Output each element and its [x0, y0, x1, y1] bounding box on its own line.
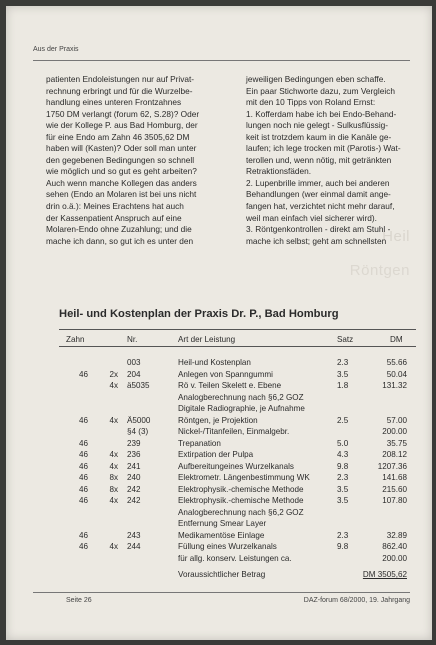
cell-art: Aufbereitungeines Wurzelkanals: [178, 461, 294, 471]
cell-dm: 35.75: [386, 438, 407, 448]
background-text-fragment: Heil: [382, 228, 410, 245]
total-label: Voraussichtlicher Betrag: [178, 570, 266, 579]
cell-count: 4x: [109, 461, 118, 471]
background-text-fragment: Röntgen: [349, 262, 410, 279]
cell-art: Medikamentöse Einlage: [178, 530, 265, 540]
cell-art: Analogberechnung nach §6,2 GOZ: [178, 392, 304, 402]
text-line: der Kassenpatient Anspruch auf eine: [46, 212, 182, 223]
cell-nr: 244: [127, 542, 141, 551]
cell-nr: 204: [127, 369, 141, 379]
cell-dm: 131.32: [382, 381, 407, 390]
cell-art: Heil-und Kostenplan: [178, 358, 251, 367]
text-line: fangen hat, verzichtet nicht mehr darauf,: [246, 201, 395, 212]
text-line: jeweiligen Bedingungen eben schaffe.: [246, 74, 386, 84]
header-nr: Nr.: [127, 335, 138, 344]
text-line: den gegebenen Bedingungen so schnell: [46, 154, 195, 165]
text-line: keit ist trotzdem kaum in die Kanäle ge-: [246, 131, 392, 142]
cell-dm: 141.68: [382, 473, 407, 482]
cell-count: 2x: [109, 369, 118, 379]
cell-satz: 4.3: [337, 450, 349, 459]
cell-satz: 9.8: [337, 542, 349, 551]
text-line: 1. Kofferdam habe ich bei Endo-Behand-: [246, 108, 397, 119]
text-line: mache ich dann, so gut ich es unter den: [46, 235, 194, 246]
cell-art: Nickel-/Titanfeilen, Einmalgebr.: [178, 427, 290, 436]
cell-zahn: 46: [78, 530, 88, 540]
page-number: Seite 26: [66, 597, 92, 604]
cell-zahn: 46: [78, 496, 88, 505]
magazine-page: [6, 6, 432, 640]
journal-citation: DAZ-forum 68/2000, 19. Jahrgang: [303, 597, 410, 604]
cell-art: Elektrophysik.-chemische Methode: [178, 496, 304, 505]
cell-art: Füllung eines Wurzelkanals: [178, 542, 277, 551]
cell-satz: 5.0: [337, 438, 349, 448]
cell-nr: §4 (3): [127, 427, 149, 436]
cell-nr: 239: [127, 438, 141, 448]
header-art: Art der Leistung: [178, 335, 236, 344]
text-line: für eine Endo am Zahn 46 3505,62 DM: [46, 131, 190, 142]
text-line: mit den 10 Tipps von Roland Ernst:: [246, 97, 376, 108]
text-line: handlung eines unteren Frontzahnes: [46, 97, 182, 108]
cell-dm: 107.80: [382, 496, 407, 505]
cell-satz: 2.3: [337, 358, 349, 367]
cell-nr: 003: [127, 358, 141, 367]
cell-zahn: 46: [78, 542, 88, 551]
cell-art: Trepanation: [178, 438, 221, 448]
cell-count: 8x: [109, 484, 118, 494]
text-line: Molaren-Endo ohne Zuzahlung; und die: [46, 224, 192, 235]
cell-art: Röntgen, je Projektion: [178, 415, 258, 425]
text-line: Ein paar Stichworte dazu, zum Vergleich: [246, 85, 395, 96]
text-line: wie möglich und so gut es geht arbeiten?: [46, 166, 197, 177]
header-satz: Satz: [337, 335, 354, 344]
text-line: mache ich selbst; geht am schnellsten: [246, 235, 387, 246]
cell-satz: 3.5: [337, 496, 349, 505]
cell-nr: 241: [127, 461, 141, 471]
cell-nr: 236: [127, 450, 141, 459]
cell-art: Elektrometr. Längenbestimmung WK: [178, 473, 310, 482]
cell-count: 4x: [109, 450, 118, 459]
cell-satz: 3.5: [337, 369, 349, 379]
text-line: 1750 DM verlangt (forum 62, S.28)? Oder: [46, 108, 200, 119]
text-line: haben will (Kasten)? Oder soll man unter: [46, 143, 197, 154]
header-dm: DM: [390, 335, 403, 344]
text-line: rechnung erbringt und für die Wurzelbe-: [46, 85, 193, 96]
cell-art: für allg. konserv. Leistungen ca.: [178, 553, 292, 563]
text-line: Auch wenn manche Kollegen das anders: [46, 177, 197, 188]
text-line: drin o.ä.): Meines Erachtens hat auch: [46, 201, 184, 212]
text-line: laufen; ich lege trocken mit (Parotis-) Wat-: [246, 143, 401, 154]
cell-art: Extirpation der Pulpa: [178, 450, 254, 459]
cell-zahn: 46: [78, 473, 88, 482]
cell-nr: 243: [127, 530, 141, 540]
cell-nr: 242: [127, 496, 141, 505]
text-line: Behandlungen (wer einmal damit ange-: [246, 189, 391, 200]
cell-art: Entfernung Smear Layer: [178, 519, 267, 528]
cell-art: Anlegen von Spanngummi: [178, 369, 273, 379]
cell-nr: ä5035: [127, 381, 150, 390]
cell-zahn: 46: [78, 450, 88, 459]
cell-count: 8x: [109, 473, 118, 482]
cell-dm: 208.12: [382, 450, 407, 459]
cell-satz: 2.5: [337, 415, 349, 425]
text-line: patienten Endoleistungen nur auf Privat-: [46, 74, 195, 84]
footer-rule: [33, 592, 410, 593]
cell-count: 4x: [109, 496, 118, 505]
cell-art: Rö v. Teilen Skelett e. Ebene: [178, 381, 282, 390]
text-line: terollen und, wenn nötig, mit getränkten: [246, 154, 392, 165]
cell-dm: 32.89: [386, 530, 407, 540]
text-line: wie der Kollege P. aus Bad Homburg, der: [46, 120, 198, 131]
cell-zahn: 46: [78, 438, 88, 448]
cell-dm: 55.66: [386, 358, 407, 367]
running-head: Aus der Praxis: [33, 46, 79, 53]
cell-zahn: 46: [78, 369, 88, 379]
cell-dm: 862.40: [382, 542, 407, 551]
text-line: sehen (Endo an Molaren ist bei uns nicht: [46, 189, 197, 200]
text-line: 3. Röntgenkontrollen - direkt am Stuhl -: [246, 224, 391, 235]
table-title: Heil- und Kostenplan der Praxis Dr. P., Bad Homburg: [59, 308, 339, 320]
right-text-column: [246, 74, 423, 247]
cell-art: Elektrophysik.-chemische Methode: [178, 484, 304, 494]
cell-satz: 2.3: [337, 530, 349, 540]
cell-satz: 1.8: [337, 381, 349, 390]
cell-satz: 9.8: [337, 461, 349, 471]
text-line: Retraktionsfäden.: [246, 166, 312, 177]
cell-zahn: 46: [78, 461, 88, 471]
cell-art: Digitale Radiographie, je Aufnahme: [178, 404, 305, 413]
cell-zahn: 46: [78, 415, 88, 425]
cell-satz: 2.3: [337, 473, 349, 482]
left-text-column: [46, 74, 223, 247]
cell-dm: 50.04: [386, 369, 407, 379]
cell-dm: 57.00: [386, 415, 407, 425]
cell-nr: 240: [127, 473, 141, 482]
cell-dm: 200.00: [382, 553, 407, 563]
header-rule: [33, 60, 410, 61]
cell-nr: Ä5000: [127, 415, 151, 425]
cell-nr: 242: [127, 484, 141, 494]
text-line: 2. Lupenbrille immer, auch bei anderen: [246, 177, 390, 188]
cell-zahn: 46: [78, 484, 88, 494]
cell-count: 4x: [109, 542, 118, 551]
header-zahn: Zahn: [66, 335, 85, 344]
text-line: lungen noch nie gelegt - Sulkusflüssig-: [246, 120, 389, 131]
cell-dm: 215.60: [382, 484, 407, 494]
cell-art: Analogberechnung nach §6,2 GOZ: [178, 507, 304, 517]
cell-count: 4x: [109, 415, 118, 425]
cell-dm: 1207.36: [377, 461, 407, 471]
total-amount: DM 3505,62: [362, 570, 407, 579]
cell-count: 4x: [109, 381, 118, 390]
table-header-rule: [59, 346, 416, 347]
cell-satz: 3.5: [337, 484, 349, 494]
table-top-rule: [59, 329, 416, 330]
text-line: weil man einfach viel sicherer wird).: [246, 212, 377, 223]
cell-dm: 200.00: [382, 427, 407, 436]
